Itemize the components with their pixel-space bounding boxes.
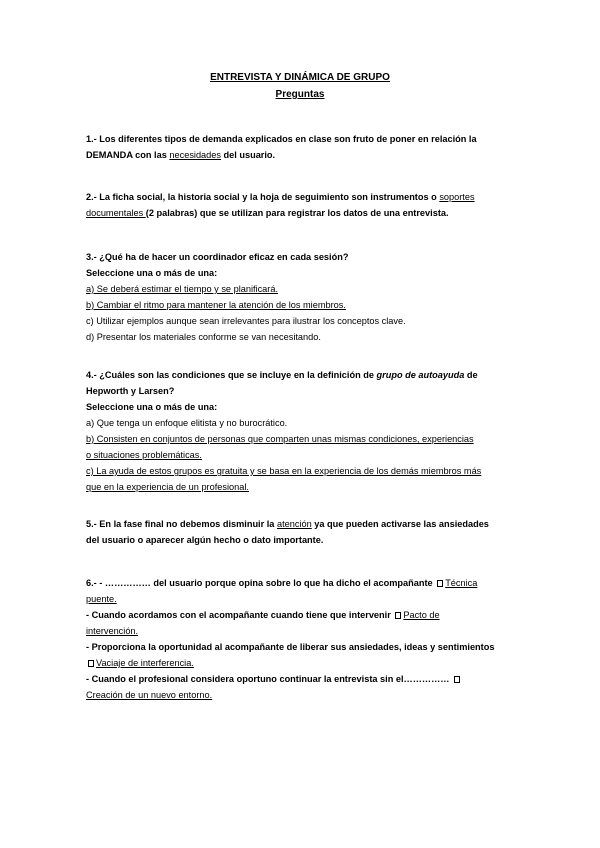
question-6 <box>86 575 516 703</box>
question-2 <box>86 189 516 221</box>
question-text: de <box>464 370 478 380</box>
question-text: del usuario. <box>220 150 276 160</box>
question-text: ¿Qué ha de hacer un coordinador eficaz en cada sesión? <box>96 252 349 262</box>
option-b-line-2: o situaciones problemáticas. <box>86 450 202 460</box>
option-c: c) Utilizar ejemplos aunque sean irrelevantes para ilustrar los conceptos clave. <box>86 316 406 326</box>
option-a: a) Que tenga un enfoque elitista y no burocrático. <box>86 418 288 428</box>
instruction-text: Seleccione una o más de una: <box>86 268 218 278</box>
option-a: a) Se deberá estimar el tiempo y se planificará. <box>86 284 279 294</box>
answer-text: puente. <box>86 594 117 604</box>
instruction-text: Seleccione una o más de una: <box>86 402 218 412</box>
answer-text: soportes <box>439 192 475 202</box>
question-text: DEMANDA con las <box>86 150 170 160</box>
question-text: del usuario o aparecer algún hecho o dato importante. <box>86 535 324 545</box>
answer-text: Pacto de <box>403 610 440 620</box>
answer-text: documentales <box>86 208 146 218</box>
question-text: - Cuando acordamos con el acompañante cuando tiene que intervenir <box>86 610 394 620</box>
answer-text: Creación de un nuevo entorno. <box>86 690 213 700</box>
question-number: 3.- <box>86 252 97 262</box>
question-number: 4.- <box>86 370 97 380</box>
question-number: 2.- <box>86 192 97 202</box>
answer-text: atención <box>276 519 312 529</box>
question-text: Los diferentes tipos de demanda explicados en clase son fruto de poner en relación la <box>96 134 477 144</box>
question-number: 1.- <box>86 134 97 144</box>
option-b: b) Cambiar el ritmo para mantener la atención de los miembros. <box>86 300 346 310</box>
question-text: Hepworth y Larsen? <box>86 386 175 396</box>
question-number: 6.- <box>86 578 97 588</box>
answer-text: intervención. <box>86 626 139 636</box>
question-text: - Cuando el profesional considera oportuno continuar la entrevista sin el…………… <box>86 674 453 684</box>
checkbox-icon <box>437 580 443 587</box>
option-b-line-1: b) Consisten en conjuntos de personas que comparten unas mismas condiciones, experiencias <box>86 434 474 444</box>
option-d: d) Presentar los materiales conforme se van necesitando. <box>86 332 321 342</box>
option-c-line-2: que en la experiencia de un profesional. <box>86 482 249 492</box>
answer-text: Vaciaje de interferencia. <box>96 658 194 668</box>
question-3 <box>86 249 516 345</box>
question-5 <box>86 516 516 548</box>
question-text: ¿Cuáles son las condiciones que se incluye en la definición de <box>96 370 377 380</box>
option-c-line-1: c) La ayuda de estos grupos es gratuita y se basa en la experiencia de los demás miembros más <box>86 466 482 476</box>
checkbox-icon <box>454 676 460 683</box>
answer-text: necesidades <box>169 150 221 160</box>
question-text: En la fase final no debemos disminuir la <box>96 519 277 529</box>
question-text: La ficha social, la historia social y la hoja de seguimiento son instrumentos o <box>96 192 440 202</box>
page-subtitle: Preguntas <box>275 89 325 100</box>
checkbox-icon <box>88 660 94 667</box>
checkbox-icon <box>395 612 401 619</box>
page-title: ENTREVISTA Y DINÁMICA DE GRUPO <box>210 72 390 83</box>
question-text: ya que pueden activarse las ansiedades <box>311 519 489 529</box>
question-italic-text: grupo de autoayuda <box>376 370 465 380</box>
answer-text: Técnica <box>445 578 478 588</box>
question-text: (2 palabras) que se utilizan para registrar los datos de una entrevista. <box>145 208 449 218</box>
question-number: 5.- <box>86 519 97 529</box>
question-4 <box>86 367 516 495</box>
question-text: - …………… del usuario porque opina sobre lo que ha dicho el acompañante <box>96 578 436 588</box>
question-1 <box>86 131 516 163</box>
question-text: - Proporciona la oportunidad al acompañante de liberar sus ansiedades, ideas y sentimientos <box>86 642 495 652</box>
